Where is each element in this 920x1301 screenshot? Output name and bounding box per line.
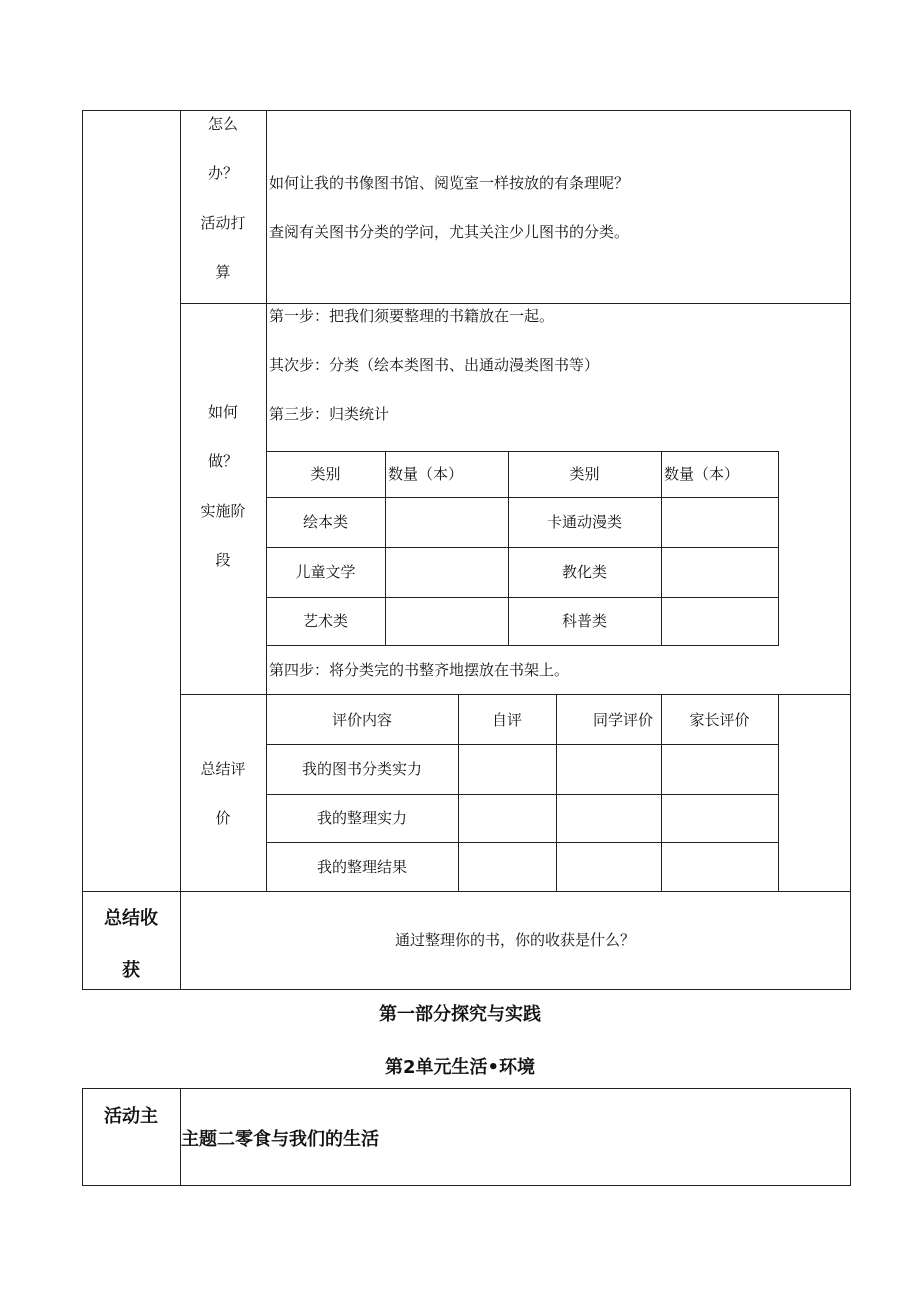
plan-label-line: 怎么 [207, 115, 238, 133]
stats-header-category: 类别 [310, 465, 341, 483]
step-2: 其次步：分类（绘本类图书、出通动漫类图书等） [269, 356, 600, 374]
eval-header-self: 自评 [491, 711, 522, 729]
plan-question: 如何让我的书像图书馆、阅览室一样按放的有条理呢？ [269, 174, 630, 192]
eval-item: 我的整理结果 [316, 858, 407, 876]
stats-header-quantity: 数量（本） [664, 465, 740, 483]
harvest-label-line: 总结收 [104, 908, 158, 929]
do-label-line: 如何 [207, 403, 238, 421]
stats-header-quantity: 数量（本） [388, 465, 464, 483]
unit-title: 第2单元生活•环境 [384, 1057, 536, 1078]
plan-research: 查阅有关图书分类的学问，尤其关注少儿图书的分类。 [269, 223, 630, 241]
eval-header-parent: 家长评价 [689, 711, 750, 729]
stats-cell-category: 科普类 [561, 612, 607, 630]
harvest-label-line: 获 [122, 960, 140, 981]
eval-item: 我的整理实力 [316, 809, 407, 827]
harvest-question: 通过整理你的书，你的收获是什么？ [394, 931, 635, 949]
plan-label-line: 算 [215, 263, 231, 281]
section-title: 第一部分探究与实践 [379, 1004, 541, 1025]
topic-value: 主题二零食与我们的生活 [181, 1129, 379, 1150]
step-4: 第四步：将分类完的书整齐地摆放在书架上。 [269, 661, 570, 679]
stats-cell-category: 卡通动漫类 [546, 513, 622, 531]
do-label-line: 实施阶 [200, 502, 246, 520]
topic-label: 活动主 [104, 1106, 158, 1127]
step-3: 第三步：归类统计 [269, 405, 390, 423]
stats-cell-category: 艺术类 [302, 612, 348, 630]
step-1: 第一步：把我们须要整理的书籍放在一起。 [269, 307, 555, 325]
plan-label-line: 活动打 [200, 214, 246, 232]
eval-label-line: 价 [215, 809, 231, 827]
eval-header-peer: 同学评价 [593, 711, 654, 729]
eval-label-line: 总结评 [200, 760, 246, 778]
do-label-line: 做？ [207, 452, 238, 470]
stats-cell-category: 教化类 [561, 563, 607, 581]
do-label-line: 段 [215, 551, 231, 569]
stats-cell-category: 绘本类 [302, 513, 348, 531]
eval-header-content: 评价内容 [331, 711, 392, 729]
stats-header-category: 类别 [569, 465, 600, 483]
plan-label-line: 办？ [207, 164, 238, 182]
eval-item: 我的图书分类实力 [301, 760, 422, 778]
stats-cell-category: 儿童文学 [295, 563, 356, 581]
